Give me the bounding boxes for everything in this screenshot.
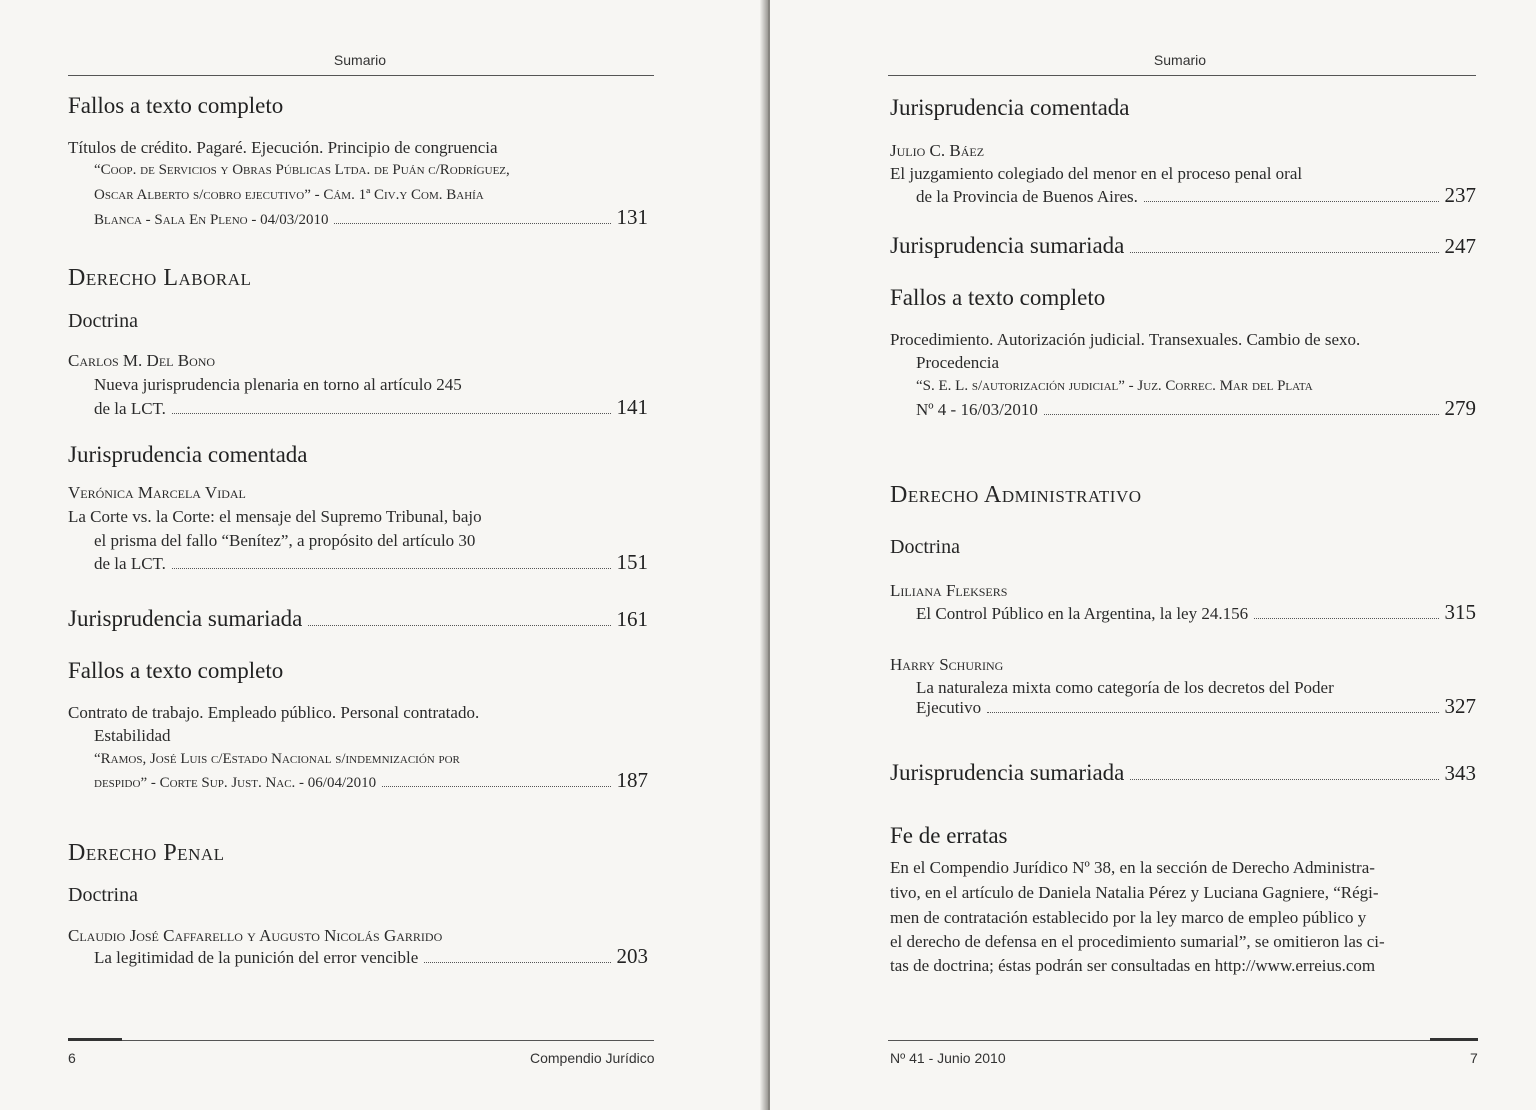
errata-line: tivo, en el artículo de Daniela Natalia Pérez y Luciana Gagniere, “Régi-	[890, 883, 1379, 902]
footer-accent	[1430, 1038, 1478, 1041]
left-page	[0, 0, 766, 1110]
leader-dots	[1254, 618, 1438, 619]
author-name: Claudio José Caffarello y Augusto Nicolás Garrido	[68, 926, 443, 945]
page-number: 151	[616, 550, 648, 574]
entry-case: Blanca - Sala En Pleno - 04/03/2010	[94, 212, 329, 228]
leader-dots	[172, 413, 611, 414]
footer-accent	[68, 1038, 122, 1041]
author-name: Julio C. Báez	[890, 141, 985, 160]
page-number: 247	[1444, 234, 1476, 258]
entry-title: de la LCT.	[94, 554, 166, 573]
header-rule	[68, 75, 654, 76]
entry-title: el prisma del fallo “Benítez”, a propósito del artículo 30	[94, 531, 476, 550]
chapter-heading: Derecho Laboral	[68, 265, 252, 291]
subsection-heading: Doctrina	[890, 536, 960, 558]
issue-label: Nº 41 - Junio 2010	[890, 1050, 1006, 1066]
entry-title: de la Provincia de Buenos Aires.	[916, 187, 1138, 206]
author-name: Carlos M. Del Bono	[68, 351, 216, 370]
section-heading: Jurisprudencia comentada	[890, 95, 1130, 120]
section-heading: Jurisprudencia sumariada	[68, 606, 303, 631]
leader-dots	[1044, 414, 1439, 415]
entry-title: La Corte vs. la Corte: el mensaje del Supremo Tribunal, bajo	[68, 507, 482, 526]
page-number-footer: 6	[68, 1050, 76, 1066]
section-heading: Fallos a texto completo	[68, 93, 284, 118]
right-page	[770, 0, 1536, 1110]
entry-case: “Coop. de Servicios y Obras Públicas Ltda. de Puán c/Rodríguez,	[94, 162, 510, 178]
toc-entry	[68, 606, 648, 632]
page-number: 141	[616, 395, 648, 419]
toc-entry	[916, 600, 1476, 625]
toc-entry	[94, 395, 648, 420]
leader-dots	[1130, 779, 1438, 780]
entry-case: “Ramos, José Luis c/Estado Nacional s/indemnización por	[94, 751, 460, 767]
footer-rule	[68, 1040, 654, 1041]
toc-entry	[890, 233, 1476, 259]
author-name: Harry Schuring	[890, 655, 1004, 674]
section-heading: Fallos a texto completo	[68, 658, 284, 683]
page-number: 237	[1444, 183, 1476, 207]
entry-title: Estabilidad	[94, 726, 171, 745]
entry-title: Procedimiento. Autorización judicial. Transexuales. Cambio de sexo.	[890, 330, 1361, 349]
section-heading: Jurisprudencia comentada	[68, 442, 308, 467]
section-heading: Jurisprudencia sumariada	[890, 233, 1125, 258]
page-header: Sumario	[1153, 52, 1207, 68]
page-number: 315	[1444, 600, 1476, 624]
author-name: Liliana Fleksers	[890, 581, 1008, 600]
entry-title: Títulos de crédito. Pagaré. Ejecución. Principio de congruencia	[68, 138, 498, 157]
subsection-heading: Doctrina	[68, 310, 138, 332]
entry-case: Nº 4 - 16/03/2010	[916, 400, 1038, 419]
page-number: 203	[616, 944, 648, 968]
author-name: Verónica Marcela Vidal	[68, 483, 246, 502]
toc-entry	[890, 760, 1476, 786]
leader-dots	[1144, 201, 1439, 202]
entry-case: despido” - Corte Sup. Just. Nac. - 06/04/2010	[94, 775, 377, 791]
toc-entry	[916, 694, 1476, 719]
section-heading: Fe de erratas	[890, 823, 1008, 848]
page-number: 161	[616, 607, 648, 631]
entry-case: “S. E. L. s/autorización judicial” - Juz. Correc. Mar del Plata	[916, 378, 1313, 394]
publication-title: Compendio Jurídico	[530, 1050, 655, 1066]
toc-entry	[94, 550, 648, 575]
section-heading: Fallos a texto completo	[890, 285, 1106, 310]
entry-title: La naturaleza mixta como categoría de los decretos del Poder	[916, 678, 1334, 697]
chapter-heading: Derecho Penal	[68, 840, 225, 866]
section-heading: Jurisprudencia sumariada	[890, 760, 1125, 785]
page-number: 343	[1444, 761, 1476, 785]
errata-line: el derecho de defensa en el procedimiento sumarial”, se omitieron las ci-	[890, 932, 1385, 951]
leader-dots	[987, 712, 1438, 713]
chapter-heading: Derecho Administrativo	[890, 482, 1142, 508]
errata-line: tas de doctrina; éstas podrán ser consultadas en http://www.erreius.com	[890, 956, 1376, 975]
leader-dots	[382, 786, 610, 787]
entry-title: La legitimidad de la punición del error vencible	[94, 948, 419, 967]
leader-dots	[172, 568, 611, 569]
page-number: 327	[1444, 694, 1476, 718]
leader-dots	[424, 962, 610, 963]
entry-title: Ejecutivo	[916, 698, 982, 717]
footer-rule	[888, 1040, 1478, 1041]
leader-dots	[1130, 252, 1438, 253]
entry-title: El Control Público en la Argentina, la ley 24.156	[916, 604, 1249, 623]
page-number-footer: 7	[1470, 1050, 1478, 1066]
toc-entry	[94, 205, 648, 230]
entry-title: Procedencia	[916, 353, 1000, 372]
toc-entry	[916, 183, 1476, 208]
entry-title: Nueva jurisprudencia plenaria en torno al artículo 245	[94, 375, 462, 394]
leader-dots	[334, 223, 610, 224]
page-number: 187	[616, 768, 648, 792]
errata-line: men de contratación establecido por la ley marco de empleo público y	[890, 908, 1367, 927]
entry-title: El juzgamiento colegiado del menor en el proceso penal oral	[890, 164, 1303, 183]
leader-dots	[308, 625, 610, 626]
page-number: 131	[616, 205, 648, 229]
toc-entry	[94, 768, 648, 793]
toc-entry	[94, 944, 648, 969]
subsection-heading: Doctrina	[68, 884, 138, 906]
entry-case: Oscar Alberto s/cobro ejecutivo” - Cám. 1ª Civ.y Com. Bahía	[94, 187, 484, 203]
errata-line: En el Compendio Jurídico Nº 38, en la sección de Derecho Administra-	[890, 858, 1375, 877]
entry-title: Contrato de trabajo. Empleado público. Personal contratado.	[68, 703, 480, 722]
toc-entry	[916, 396, 1476, 421]
page-header: Sumario	[333, 52, 387, 68]
page-number: 279	[1444, 396, 1476, 420]
entry-title: de la LCT.	[94, 399, 166, 418]
header-rule	[888, 75, 1476, 76]
